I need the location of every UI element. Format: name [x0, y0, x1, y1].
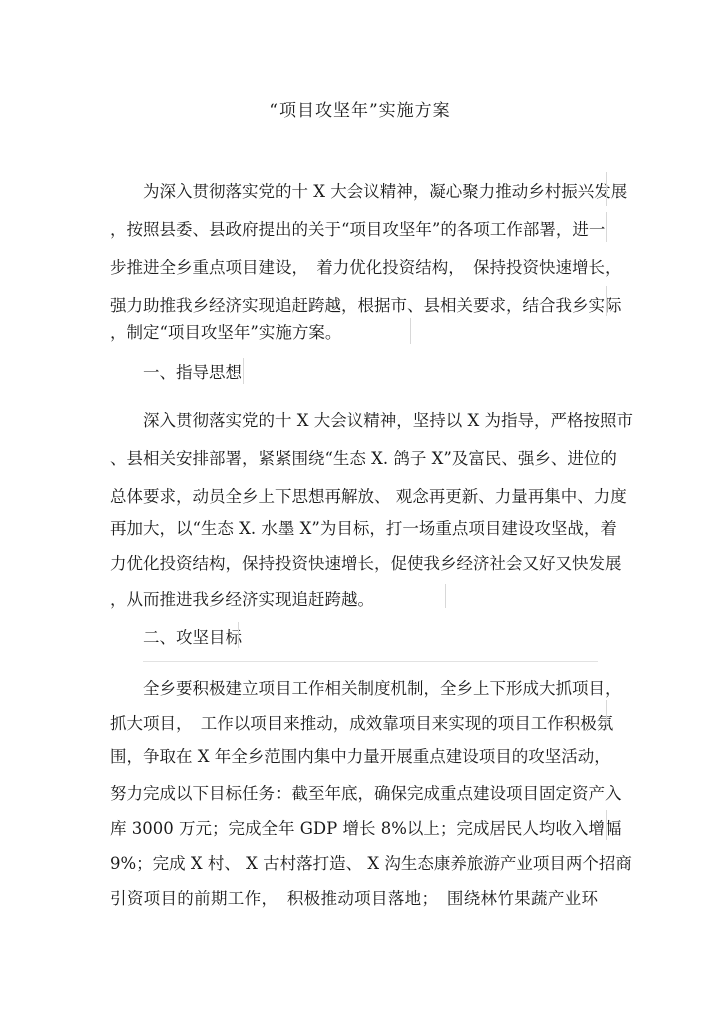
section1-line-6: ，从而推进我乡经济实现追赶跨越。 [110, 590, 374, 609]
section2-line-2: 抓大项目， 工作以项目来推动，成效靠项目来实现的项目工作积极氛 [110, 714, 614, 733]
section2-heading: 二、攻坚目标 [143, 628, 242, 647]
intro-line-1: 为深入贯彻落实党的十 X 大会议精神，凝心聚力推动乡村振兴发展 [143, 182, 628, 201]
scan-artifact [410, 318, 411, 344]
scan-artifact [238, 622, 239, 648]
section2-line-1: 全乡要积极建立项目工作相关制度机制，全乡上下形成大抓项目， [143, 679, 622, 698]
section1-line-1: 深入贯彻落实党的十 X 大会议精神，坚持以 X 为指导，严格按照市 [143, 411, 633, 430]
scan-artifact [243, 358, 244, 384]
section1-line-2: 、县相关安排部署，紧紧围绕“生态 X. 鸽子 X”及富民、强乡、进位的 [110, 449, 617, 468]
section1-line-4: 再加大，以“生态 X. 水墨 X”为目标，打一场重点项目建设攻坚战，着 [110, 519, 617, 538]
section1-line-3: 总体要求，动员全乡上下思想再解放、 观念再更新、力量再集中、力度 [110, 487, 627, 506]
scan-artifact [606, 286, 607, 316]
scan-artifact [606, 212, 607, 242]
intro-line-3: 步推进全乡重点项目建设， 着力优化投资结构， 保持投资快速增长， [110, 258, 622, 277]
intro-line-2: ，按照县委、县政府提出的关于“项目攻坚年”的各项工作部署，进一 [110, 220, 606, 239]
section1-heading: 一、指导思想 [143, 363, 242, 382]
intro-line-4: 强力助推我乡经济实现追赶跨越，根据市、县相关要求，结合我乡实际 [110, 296, 622, 315]
scan-artifact [606, 172, 607, 206]
scan-artifact [445, 584, 446, 608]
document-title: “项目攻坚年”实施方案 [269, 101, 451, 121]
scan-artifact [143, 661, 598, 662]
section2-line-3: 围，争取在 X 年全乡范围内集中力量开展重点建设项目的攻坚活动， [110, 747, 611, 766]
section2-line-4: 努力完成以下目标任务：截至年底，确保完成重点建设项目固定资产入 [110, 784, 622, 803]
section1-line-5: 力优化投资结构，保持投资快速增长，促使我乡经济社会又好又快发展 [110, 554, 622, 573]
intro-line-5: ，制定“项目攻坚年”实施方案。 [110, 323, 342, 342]
scan-artifact [606, 700, 607, 730]
section2-line-6: 9%；完成 X 村、 X 古村落打造、 X 沟生态康养旅游产业项目两个招商 [110, 854, 632, 873]
section2-line-5: 库 3000 万元；完成全年 GDP 增长 8%以上；完成居民人均收入增幅 [110, 819, 622, 838]
section2-line-7: 引资项目的前期工作， 积极推动项目落地； 围绕林竹果蔬产业环 [110, 889, 598, 908]
scan-artifact [606, 810, 607, 840]
